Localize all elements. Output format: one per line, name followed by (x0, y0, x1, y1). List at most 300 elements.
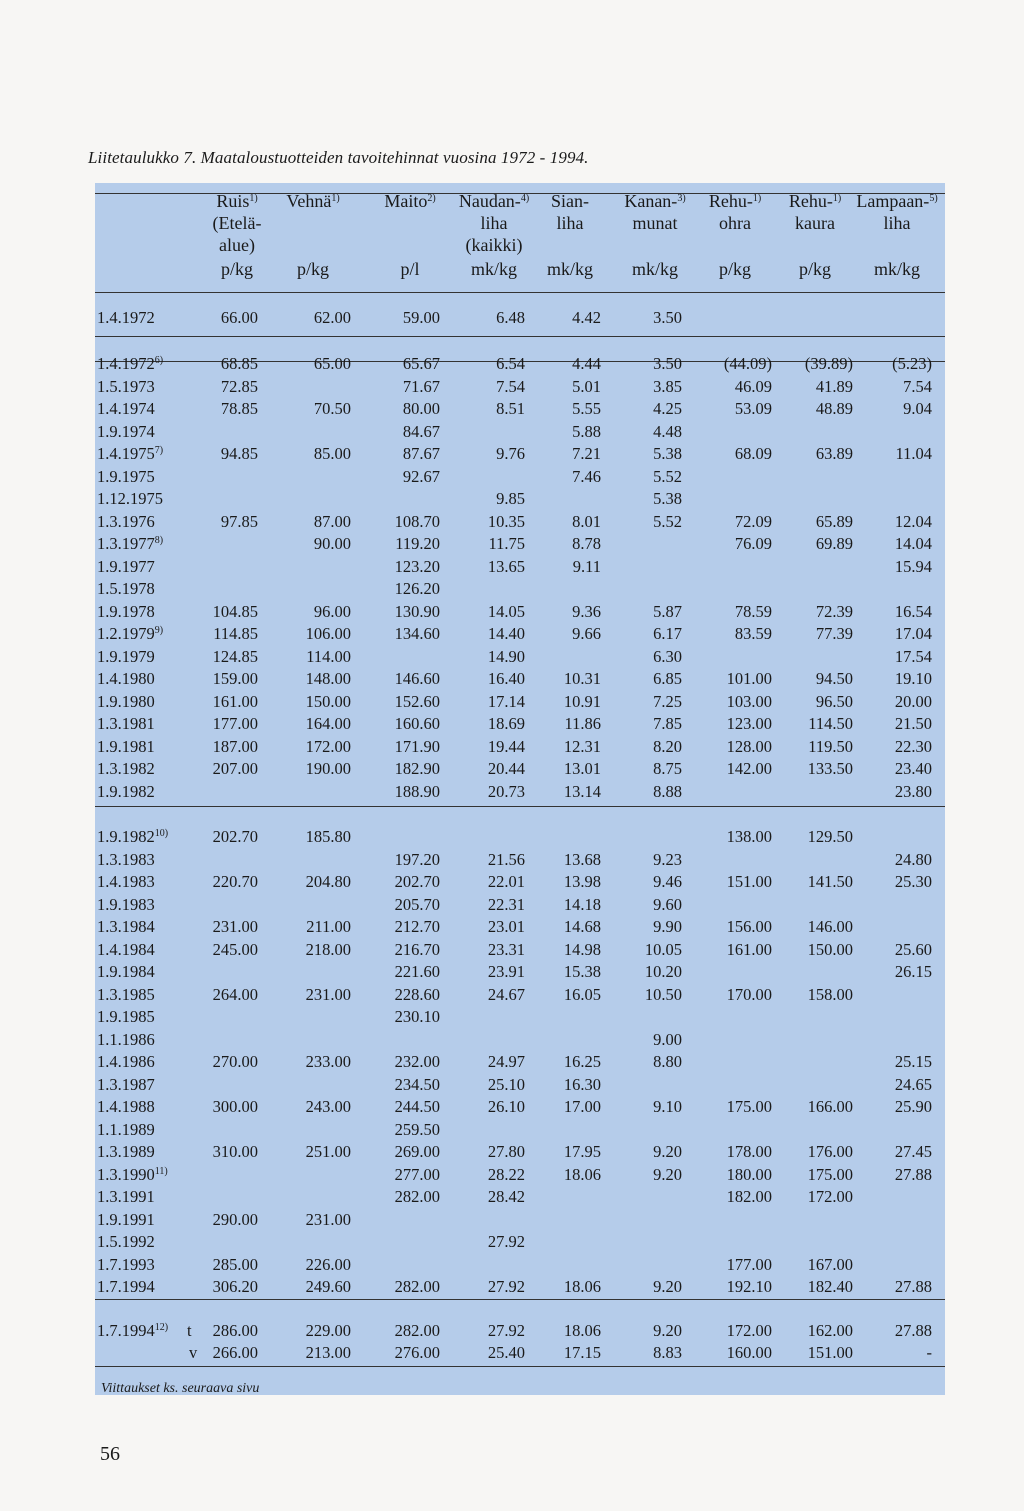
row-date-text: 1.4.1988 (97, 1097, 155, 1116)
table-cell: 27.45 (894, 1142, 932, 1161)
column-header-footnote: 1) (832, 193, 842, 204)
table-rule (95, 336, 945, 337)
table-cell: 229.00 (305, 1321, 351, 1340)
row-date-text: 1.9.1991 (97, 1210, 155, 1229)
row-date (97, 850, 155, 869)
table-cell: 19.10 (894, 669, 932, 688)
table-cell: 66.00 (220, 308, 258, 327)
table-cell: 24.65 (894, 1075, 932, 1094)
table-cell: 180.00 (726, 1165, 772, 1184)
table-cell: 25.90 (894, 1097, 932, 1116)
table-cell: 197.20 (394, 850, 440, 869)
table-cell: 28.42 (487, 1187, 525, 1206)
table-cell: 11.04 (895, 444, 932, 463)
table-cell: 46.09 (734, 377, 772, 396)
table-cell: 3.50 (653, 354, 682, 373)
page-number: 56 (100, 1443, 120, 1465)
row-date-text: 1.3.1987 (97, 1075, 155, 1094)
table-cell: 17.15 (563, 1343, 601, 1362)
row-footnote: 8) (154, 535, 164, 546)
column-header-text: (Etelä- (212, 213, 262, 233)
table-cell: 63.89 (815, 444, 853, 463)
table-cell: 119.50 (808, 737, 853, 756)
table-cell: 92.67 (402, 467, 440, 486)
table-cell: 96.00 (313, 602, 351, 621)
column-header-text: ohra (719, 213, 751, 233)
table-cell: 16.30 (563, 1075, 601, 1094)
table-cell: 13.01 (563, 759, 601, 778)
row-date (97, 1321, 168, 1340)
table-cell: 5.55 (572, 399, 601, 418)
table-cell: 156.00 (726, 917, 772, 936)
table-cell: 11.86 (564, 714, 601, 733)
table-cell: 4.48 (653, 422, 682, 441)
table-cell: 213.00 (305, 1343, 351, 1362)
table-cell: 41.89 (815, 377, 853, 396)
row-footnote: 9) (154, 625, 164, 636)
table-cell: 19.44 (487, 737, 525, 756)
column-header-text: Vehnä (286, 191, 332, 211)
table-cell: 10.05 (644, 940, 682, 959)
table-cell: 277.00 (394, 1165, 440, 1184)
row-date (97, 1232, 155, 1251)
row-date (97, 669, 155, 688)
table-cell: 27.80 (487, 1142, 525, 1161)
table-cell: 12.31 (563, 737, 601, 756)
table-cell: 9.66 (572, 624, 601, 643)
column-header-footnote: 1) (249, 193, 258, 204)
table-cell: 8.75 (653, 759, 682, 778)
table-cell: 14.68 (563, 917, 601, 936)
table-cell: 20.73 (487, 782, 525, 801)
table-cell: 13.65 (487, 557, 525, 576)
table-cell: 25.30 (894, 872, 932, 891)
table-cell: 9.20 (653, 1142, 682, 1161)
column-header-footnote: 1) (752, 193, 762, 204)
row-date (97, 1007, 155, 1026)
column-unit: mk/kg (873, 259, 920, 279)
row-date (97, 512, 155, 531)
column-header-line (434, 234, 554, 256)
table-cell: 14.40 (487, 624, 525, 643)
column-header-line (837, 212, 957, 234)
row-date-text: 1.9.1977 (97, 557, 155, 576)
table-cell: 13.98 (563, 872, 601, 891)
table-cell: 221.60 (394, 962, 440, 981)
row-date-text: 1.4.1972 (97, 308, 155, 327)
table-cell: 25.15 (894, 1052, 932, 1071)
table-cell: 22.01 (487, 872, 525, 891)
row-date (97, 1277, 155, 1296)
table-cell: 62.00 (313, 308, 351, 327)
row-date-text: 1.3.1991 (97, 1187, 155, 1206)
row-date-text: 1.2.1979 (97, 624, 155, 643)
table-cell: 18.06 (563, 1321, 601, 1340)
table-caption: Liitetaulukko 7. Maataloustuotteiden tavoitehinnat vuosina 1972 - 1994. (88, 148, 589, 167)
table-cell: 94.85 (220, 444, 258, 463)
table-cell: 14.04 (894, 534, 932, 553)
table-cell: 8.78 (572, 534, 601, 553)
column-header-line (177, 212, 297, 234)
column-unit: p/kg (718, 259, 751, 279)
table-cell: 182.00 (726, 1187, 772, 1206)
column-unit: mk/kg (631, 259, 678, 279)
table-cell: 8.83 (653, 1343, 682, 1362)
table-cell: 148.00 (305, 669, 351, 688)
table-cell: 27.92 (487, 1321, 525, 1340)
table-cell: 70.50 (313, 399, 351, 418)
column-header-footnote: 1) (331, 193, 340, 204)
row-date-text: 1.9.1982 (97, 782, 155, 801)
table-cell: 10.35 (487, 512, 525, 531)
table-cell: 17.14 (487, 692, 525, 711)
table-cell: 170.00 (726, 985, 772, 1004)
table-cell: 7.21 (572, 444, 601, 463)
table-cell: 160.60 (394, 714, 440, 733)
row-date-text: 1.9.1981 (97, 737, 155, 756)
table-rule (95, 1299, 945, 1300)
column-header-text: Ruis (216, 191, 250, 211)
table-cell: 232.00 (394, 1052, 440, 1071)
table-cell: 212.70 (394, 917, 440, 936)
table-cell: 24.97 (487, 1052, 525, 1071)
table-cell: 182.90 (394, 759, 440, 778)
table-cell: 171.90 (394, 737, 440, 756)
column-unit: p/kg (798, 259, 831, 279)
table-cell: 218.00 (305, 940, 351, 959)
row-date-text: 1.3.1977 (97, 534, 155, 553)
table-cell: 204.80 (305, 872, 351, 891)
table-cell: 27.88 (894, 1321, 932, 1340)
row-date-text: 1.5.1973 (97, 377, 155, 396)
table-cell: 59.00 (402, 308, 440, 327)
row-date (97, 714, 155, 733)
table-cell: 4.25 (653, 399, 682, 418)
table-cell: 72.39 (815, 602, 853, 621)
column-unit: mk/kg (546, 259, 593, 279)
table-cell: 18.06 (563, 1277, 601, 1296)
row-date (97, 737, 155, 756)
row-footnote: 12) (154, 1322, 169, 1333)
column-header-footnote: 4) (520, 193, 530, 204)
table-cell: 77.39 (815, 624, 853, 643)
table-cell: 5.88 (572, 422, 601, 441)
table-cell: 9.00 (653, 1030, 682, 1049)
row-date (97, 624, 163, 643)
table-cell: 6.17 (653, 624, 682, 643)
table-cell: 282.00 (394, 1277, 440, 1296)
column-header-footnote: 3) (677, 193, 686, 204)
row-date (97, 489, 163, 508)
table-cell: 17.54 (894, 647, 932, 666)
row-date (97, 1210, 155, 1229)
table-cell: 10.20 (644, 962, 682, 981)
table-cell: 310.00 (212, 1142, 258, 1161)
table-cell: 13.68 (563, 850, 601, 869)
table-cell: 10.91 (563, 692, 601, 711)
table-cell: 124.85 (212, 647, 258, 666)
table-cell: 150.00 (807, 940, 853, 959)
table-cell: 72.85 (220, 377, 258, 396)
row-date (97, 534, 163, 553)
table-cell: 216.70 (394, 940, 440, 959)
row-date (97, 444, 163, 463)
table-cell: (44.09) (723, 354, 772, 373)
table-cell: 306.20 (212, 1277, 258, 1296)
table-cell: 4.42 (572, 308, 601, 327)
row-date-text: 1.4.1986 (97, 1052, 155, 1071)
row-date (97, 602, 155, 621)
row-date (97, 1120, 155, 1139)
table-cell: 18.69 (487, 714, 525, 733)
table-cell: 251.00 (305, 1142, 351, 1161)
row-date-text: 1.4.1980 (97, 669, 155, 688)
table-cell: 18.06 (563, 1165, 601, 1184)
row-date-text: 1.3.1982 (97, 759, 155, 778)
row-date-text: 1.3.1990 (97, 1165, 155, 1184)
row-date-text: 1.3.1983 (97, 850, 155, 869)
table-cell: 11.75 (488, 534, 525, 553)
table-cell: 158.00 (807, 985, 853, 1004)
table-cell: 7.54 (903, 377, 932, 396)
table-cell: 9.36 (572, 602, 601, 621)
row-date-text: 1.9.1975 (97, 467, 155, 486)
column-header-text: liha (480, 213, 508, 233)
table-cell: 20.44 (487, 759, 525, 778)
table-cell: 25.60 (894, 940, 932, 959)
table-cell: 243.00 (305, 1097, 351, 1116)
table-cell: 8.80 (653, 1052, 682, 1071)
table-cell: 17.04 (894, 624, 932, 643)
row-date (97, 557, 155, 576)
column-header-line (177, 234, 297, 256)
table-cell: 9.11 (572, 557, 601, 576)
table-cell: 187.00 (212, 737, 258, 756)
table-cell: 138.00 (726, 827, 772, 846)
table-cell: 172.00 (726, 1321, 772, 1340)
table-cell: 134.60 (394, 624, 440, 643)
table-cell: 65.00 (313, 354, 351, 373)
table-cell: 5.87 (653, 602, 682, 621)
column-header-text: Naudan- (458, 191, 521, 211)
table-cell: 234.50 (394, 1075, 440, 1094)
column-header (837, 190, 957, 234)
table-cell: 68.85 (220, 354, 258, 373)
table-cell: 141.50 (807, 872, 853, 891)
table-cell: 84.67 (402, 422, 440, 441)
row-date-text: 1.4.1972 (97, 354, 155, 373)
table-cell: 172.00 (305, 737, 351, 756)
table-cell: 9.85 (496, 489, 525, 508)
table-cell: 282.00 (394, 1187, 440, 1206)
row-date (97, 962, 155, 981)
table-cell: 182.40 (807, 1277, 853, 1296)
table-cell: 5.01 (572, 377, 601, 396)
row-date (97, 467, 155, 486)
table-cell: 23.31 (487, 940, 525, 959)
column-unit: p/kg (220, 259, 253, 279)
table-cell: 205.70 (394, 895, 440, 914)
table-cell: 245.00 (212, 940, 258, 959)
table-cell: 25.40 (487, 1343, 525, 1362)
table-cell: 48.89 (815, 399, 853, 418)
row-date-text: 1.3.1985 (97, 985, 155, 1004)
table-cell: 142.00 (726, 759, 772, 778)
column-unit: p/kg (296, 259, 329, 279)
table-cell: 23.40 (894, 759, 932, 778)
table-cell: 9.46 (653, 872, 682, 891)
table-cell: 28.22 (487, 1165, 525, 1184)
table-cell: 151.00 (807, 1343, 853, 1362)
table-cell: 87.00 (313, 512, 351, 531)
column-header-text: Kanan- (624, 191, 678, 211)
row-date-text: 1.9.1980 (97, 692, 155, 711)
table-cell: - (926, 1343, 932, 1362)
row-date (97, 1142, 155, 1161)
table-cell: 16.40 (487, 669, 525, 688)
table-cell: 119.20 (395, 534, 440, 553)
table-cell: 14.05 (487, 602, 525, 621)
table-cell: 207.00 (212, 759, 258, 778)
table-cell: 71.67 (402, 377, 440, 396)
row-date (97, 985, 155, 1004)
table-cell: 146.60 (394, 669, 440, 688)
table-cell: 249.60 (305, 1277, 351, 1296)
column-header-text: liha (556, 213, 584, 233)
row-date (97, 1030, 155, 1049)
column-header-text: Maito (384, 191, 428, 211)
table-rule (95, 292, 945, 293)
row-footnote: 11) (154, 1166, 168, 1177)
table-cell: 282.00 (394, 1321, 440, 1340)
column-unit: p/l (400, 259, 420, 279)
table-cell: 78.85 (220, 399, 258, 418)
table-cell: 123.20 (394, 557, 440, 576)
table-cell: 24.67 (487, 985, 525, 1004)
table-cell: 190.00 (305, 759, 351, 778)
table-cell: 129.50 (807, 827, 853, 846)
table-cell: 133.50 (807, 759, 853, 778)
table-cell: 231.00 (305, 985, 351, 1004)
table-cell: 230.10 (394, 1007, 440, 1026)
table-cell: 16.25 (563, 1052, 601, 1071)
table-cell: 285.00 (212, 1255, 258, 1274)
table-cell: 290.00 (212, 1210, 258, 1229)
row-date-text: 1.3.1989 (97, 1142, 155, 1161)
row-date-text: 1.9.1974 (97, 422, 155, 441)
row-date-text: 1.3.1976 (97, 512, 155, 531)
table-cell: 259.50 (394, 1120, 440, 1139)
table-cell: 7.25 (653, 692, 682, 711)
table-cell: 126.20 (394, 579, 440, 598)
row-date (97, 827, 168, 846)
row-date-text: 1.9.1985 (97, 1007, 155, 1026)
table-cell: 27.92 (487, 1277, 525, 1296)
column-header-text: munat (632, 213, 678, 233)
table-cell: 23.91 (487, 962, 525, 981)
row-date (97, 354, 163, 373)
row-date (97, 759, 155, 778)
table-cell: 97.85 (220, 512, 258, 531)
table-cell: 172.00 (807, 1187, 853, 1206)
table-cell: 269.00 (394, 1142, 440, 1161)
table-cell: 146.00 (807, 917, 853, 936)
table-cell: (39.89) (804, 354, 853, 373)
table-rule (95, 806, 945, 807)
table-cell: 233.00 (305, 1052, 351, 1071)
table-cell: 96.50 (815, 692, 853, 711)
table-cell: 22.30 (894, 737, 932, 756)
table-cell: 24.80 (894, 850, 932, 869)
table-cell: 9.20 (653, 1277, 682, 1296)
table-cell: 5.52 (653, 512, 682, 531)
table-cell: 14.90 (487, 647, 525, 666)
table-cell: 244.50 (394, 1097, 440, 1116)
table-cell: 4.44 (572, 354, 601, 373)
table-cell: 5.38 (653, 444, 682, 463)
row-date-text: 1.7.1994 (97, 1321, 155, 1340)
table-rule (95, 1366, 945, 1367)
row-date-text: 1.12.1975 (97, 489, 163, 508)
table-cell: 228.60 (394, 985, 440, 1004)
table-cell: 10.50 (644, 985, 682, 1004)
table-cell: 72.09 (734, 512, 772, 531)
table-cell: 14.98 (563, 940, 601, 959)
table-cell: 226.00 (305, 1255, 351, 1274)
row-footnote: 7) (154, 445, 164, 456)
table-cell: 114.50 (808, 714, 853, 733)
table-cell: 286.00 (212, 1321, 258, 1340)
table-cell: 164.00 (305, 714, 351, 733)
table-cell: 9.23 (653, 850, 682, 869)
table-cell: 27.88 (894, 1165, 932, 1184)
table-cell: 106.00 (305, 624, 351, 643)
table-cell: 270.00 (212, 1052, 258, 1071)
table-cell: 23.80 (894, 782, 932, 801)
row-suffix: t (187, 1321, 192, 1340)
table-cell: 68.09 (734, 444, 772, 463)
table-cell: 16.05 (563, 985, 601, 1004)
table-cell: 3.50 (653, 308, 682, 327)
table-cell: 162.00 (807, 1321, 853, 1340)
row-date-text: 1.9.1982 (97, 827, 155, 846)
row-suffix: v (189, 1343, 198, 1362)
table-cell: 65.89 (815, 512, 853, 531)
table-cell: 27.88 (894, 1277, 932, 1296)
row-date-text: 1.4.1974 (97, 399, 155, 418)
row-date (97, 895, 155, 914)
table-cell: 87.67 (402, 444, 440, 463)
table-cell: 185.80 (305, 827, 351, 846)
row-date-text: 1.4.1983 (97, 872, 155, 891)
table-cell: 9.20 (653, 1321, 682, 1340)
table-cell: 264.00 (212, 985, 258, 1004)
row-date (97, 782, 155, 801)
row-date (97, 399, 155, 418)
row-date (97, 940, 155, 959)
table-cell: 188.90 (394, 782, 440, 801)
row-date-text: 1.4.1975 (97, 444, 155, 463)
row-date-text: 1.3.1981 (97, 714, 155, 733)
table-cell: 7.46 (572, 467, 601, 486)
table-cell: 20.00 (894, 692, 932, 711)
table-cell: 220.70 (212, 872, 258, 891)
row-date (97, 579, 155, 598)
table-cell: 130.90 (394, 602, 440, 621)
table-cell: 192.10 (726, 1277, 772, 1296)
table-cell: 83.59 (734, 624, 772, 643)
row-date (97, 917, 155, 936)
